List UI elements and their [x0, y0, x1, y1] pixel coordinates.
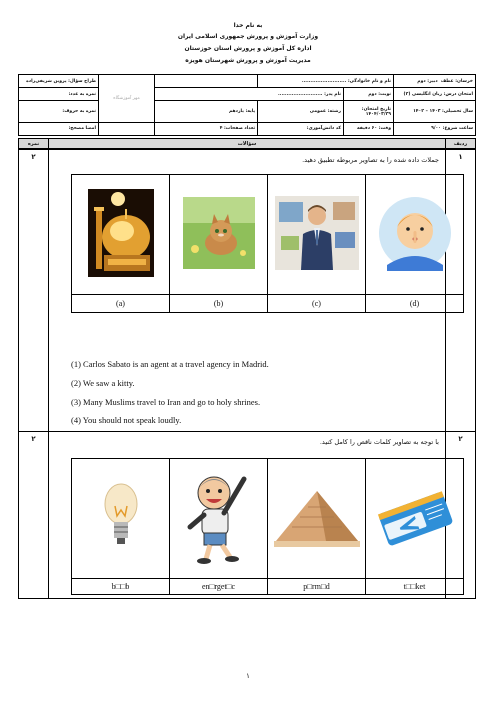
province-cell: خرسان: عطف دبیر: دوم	[394, 75, 476, 88]
score-number-cell[interactable]: نمره به عدد:	[19, 88, 99, 101]
question-2	[18, 431, 476, 599]
exam-info-table	[18, 74, 476, 136]
sentence-3: (3) Many Muslims travel to Iran and go to holy shrines.	[71, 397, 261, 407]
term-cell: نوبت: دوم	[344, 88, 394, 101]
word-ticket: t□□ket	[366, 579, 464, 595]
label-c: (c)	[268, 295, 366, 313]
label-d: (d)	[366, 295, 464, 313]
exam-date-cell: تاریخ امتحان: ۱۴۰۴/۰۳/۲۹	[344, 101, 394, 122]
student-name-cell[interactable]: نام و نام خانوادگی: ..........................	[258, 75, 394, 88]
field-cell: رشته: عمومی	[258, 101, 344, 122]
pages-cell: تعداد صفحات: ۴	[155, 122, 258, 135]
questions-header	[18, 138, 476, 149]
header-line-3: اداره کل آموزش و پرورش استان خوزستان	[184, 45, 312, 52]
questions-header-label: سؤالات	[49, 139, 446, 149]
question-2-instruction: با توجه به تصاویر کلمات ناقص را کامل کنید.	[319, 438, 439, 446]
sentence-1: (1) Carlos Sabato is an agent at a travel agency in Madrid.	[71, 359, 269, 369]
sentence-2: (2) We saw a kitty.	[71, 378, 135, 388]
label-b: (b)	[170, 295, 268, 313]
silence-boy-image	[366, 175, 464, 295]
question-1	[18, 149, 476, 432]
duration-cell: وقت: ۶۰ دقیقه	[344, 122, 394, 135]
question-1-number: ۱	[445, 150, 475, 431]
label-a: (a)	[72, 295, 170, 313]
header-line-4: مدیریت آموزش و پرورش شهرستان هویزه	[185, 57, 311, 64]
pyramid-image	[268, 459, 366, 579]
header-line-1: به نام خدا	[233, 22, 263, 29]
school-stamp: مهر آموزشگاه	[99, 75, 155, 123]
signature-cell[interactable]: امضا مصحح:	[19, 122, 99, 135]
year-cell: سال تحصیلی: ۱۴۰۳ – ۱۴۰۲	[394, 101, 476, 122]
score-word-cell[interactable]: نمره به حروف:	[19, 101, 99, 122]
question-1-score: ۲	[19, 150, 49, 431]
header-line-2: وزارت آموزش و پرورش جمهوری اسلامی ایران	[177, 33, 319, 40]
row-header: ردیف	[446, 139, 476, 149]
score-header: نمره	[19, 139, 49, 149]
energetic-boy-image	[170, 459, 268, 579]
shrine-image	[72, 175, 170, 295]
word-bulb: b□□b	[72, 579, 170, 595]
word-energetic: en□rget□c	[170, 579, 268, 595]
kitten-image	[170, 175, 268, 295]
question-1-image-table	[71, 174, 464, 313]
question-2-score: ۲	[19, 432, 49, 598]
start-time-cell: ساعت شروع: ۹/۰۰	[394, 122, 476, 135]
bulb-image	[72, 459, 170, 579]
ticket-image	[366, 459, 464, 579]
designer-cell: طراح سؤال: پروین شریفی‌زاده	[19, 75, 99, 88]
word-pyramid: p□rm□d	[268, 579, 366, 595]
sentence-4: (4) You should not speak loudly.	[71, 415, 182, 425]
travel-agent-image	[268, 175, 366, 295]
subject-cell: امتحان درس: زبان انگلیسی (۲)	[394, 88, 476, 101]
question-2-image-table	[71, 458, 464, 595]
question-1-instruction: جملات داده شده را به تصاویر مربوطه تطبیق دهید.	[302, 156, 439, 164]
father-name-cell[interactable]: نام پدر: ..........................	[155, 88, 344, 101]
base-cell: پایه: یازدهم	[155, 101, 258, 122]
question-2-number: ۲	[445, 432, 475, 598]
page-number: ۱	[246, 672, 250, 680]
student-code-cell[interactable]: کد دانش‌آموزی:	[258, 122, 344, 135]
